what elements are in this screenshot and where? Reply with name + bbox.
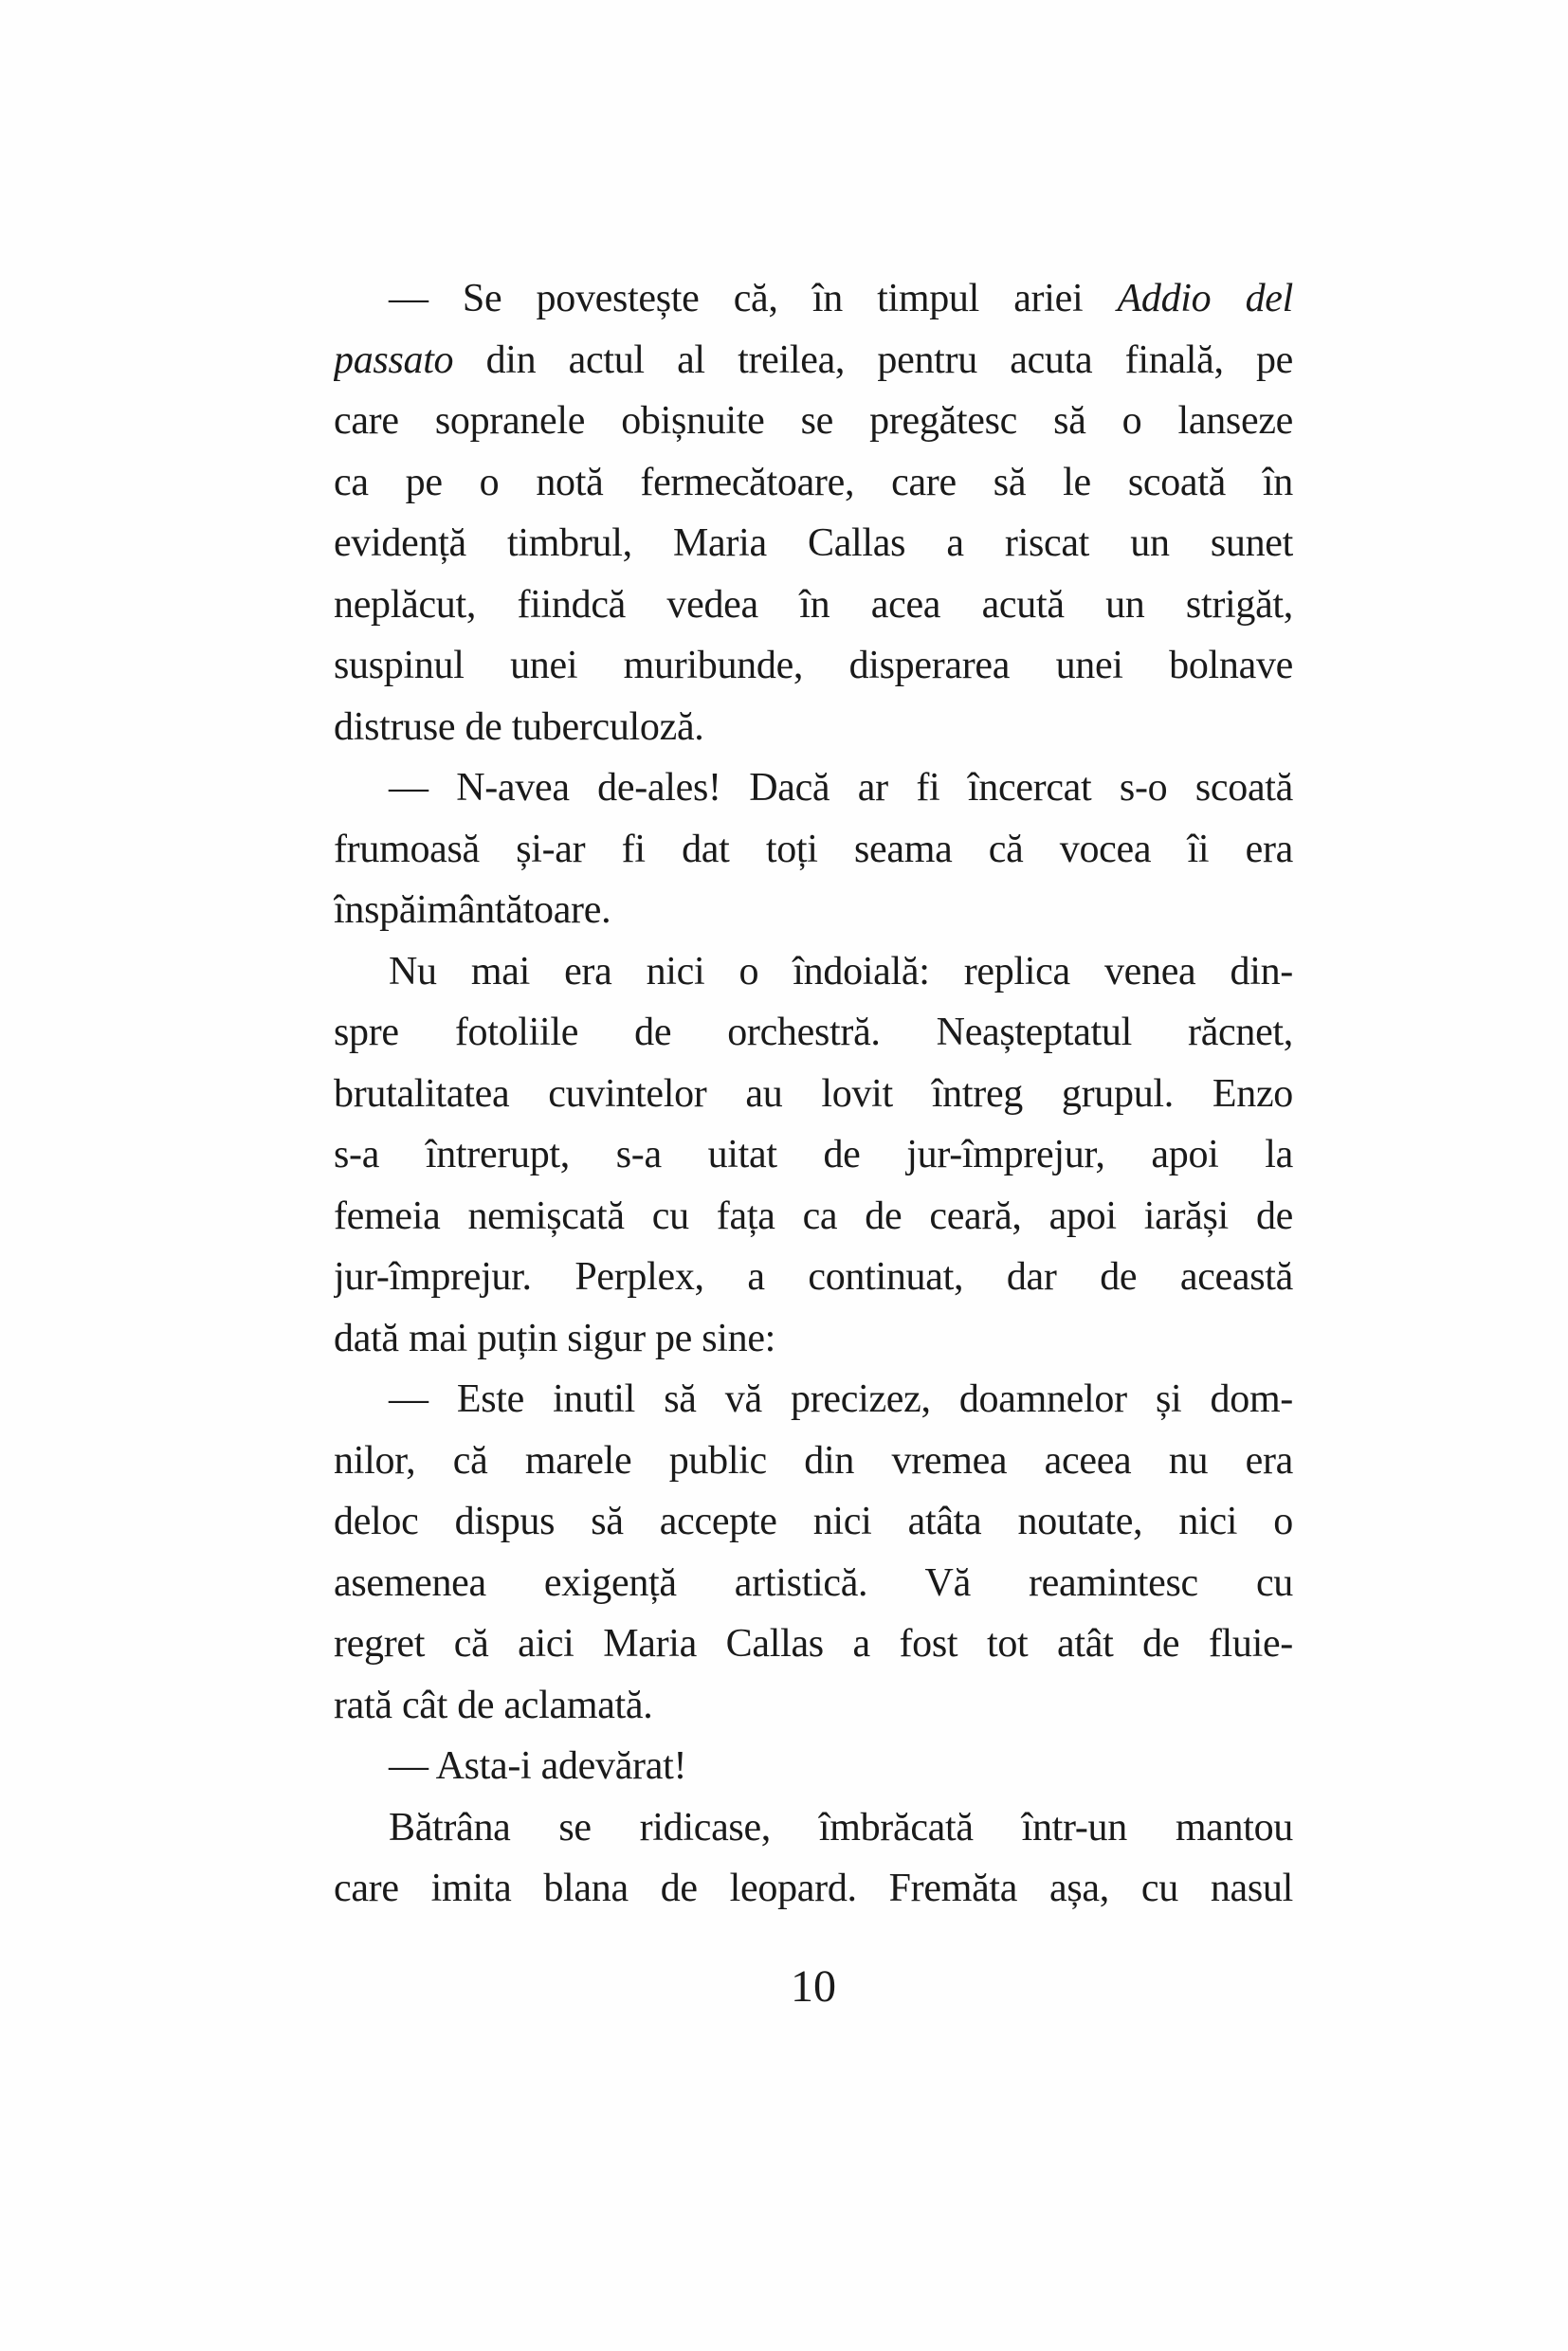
body-text: asemenea exigență artistică. Vă reamintesc cu [334, 1560, 1293, 1605]
text-line [334, 1124, 1293, 1186]
text-line [334, 330, 1293, 392]
text-line [334, 941, 1293, 1003]
text-line [334, 819, 1293, 881]
body-text: regret că aici Maria Callas a fost tot atât de fluie- [334, 1622, 1293, 1666]
body-text: — Asta-i adevărat! [389, 1744, 687, 1788]
text-line [334, 1064, 1293, 1125]
body-text: jur-împrejur. Perplex, a continuat, dar de această [334, 1255, 1293, 1299]
body-text: Nu mai era nici o îndoială: replica venea din- [389, 949, 1293, 993]
text-line [334, 1553, 1293, 1614]
text-line [334, 1613, 1293, 1675]
text-line [334, 1797, 1293, 1859]
text-line [334, 1308, 1293, 1370]
text-line [334, 1431, 1293, 1492]
text-line [334, 1491, 1293, 1553]
body-text: deloc dispus să accepte nici atâta noutate, nici o [334, 1500, 1293, 1543]
body-text: — Este inutil să vă precizez, doamnelor și dom- [389, 1377, 1293, 1421]
text-line [334, 452, 1293, 514]
body-text: înspăimântătoare. [334, 888, 611, 932]
body-text: neplăcut, fiindcă vedea în acea acută un strigăt, [334, 582, 1293, 627]
body-text: Bătrâna se ridicase, îmbrăcată într-un mantou [389, 1805, 1293, 1850]
body-text: — Se povestește că, în timpul ariei [389, 277, 1118, 320]
body-text: din actul al treilea, pentru acuta finală, pe [453, 337, 1293, 382]
text-line [334, 1002, 1293, 1064]
text-line [334, 697, 1293, 758]
body-text: care imita blana de leopard. Fremăta așa, cu nasul [334, 1867, 1293, 1910]
italic-text: passato [334, 337, 454, 382]
text-line [334, 1186, 1293, 1248]
body-text: — N-avea de-ales! Dacă ar fi încercat s-o scoată [389, 766, 1293, 810]
body-text: brutalitatea cuvintelor au lovit întreg grupul. Enzo [334, 1071, 1293, 1116]
italic-text: Addio del [1117, 277, 1293, 320]
body-text: distruse de tuberculoză. [334, 704, 704, 749]
body-text: suspinul unei muribunde, disperarea unei bolnave [334, 644, 1293, 687]
page-number: 10 [791, 1961, 836, 2012]
body-text: spre fotoliile de orchestră. Neașteptatul răcnet, [334, 1011, 1293, 1054]
body-text: dată mai puțin sigur pe sine: [334, 1316, 776, 1360]
text-line [334, 1858, 1293, 1920]
body-text: evidență timbrul, Maria Callas a riscat un sunet [334, 521, 1293, 565]
page-text [334, 268, 1293, 1920]
text-line [334, 1736, 1293, 1797]
text-line [334, 574, 1293, 636]
body-text: ca pe o notă fermecătoare, care să le scoată în [334, 460, 1293, 504]
text-line [334, 513, 1293, 574]
text-line [334, 635, 1293, 697]
text-line [334, 1675, 1293, 1737]
text-line [334, 391, 1293, 452]
body-text: care sopranele obișnuite se pregătesc să o lanseze [334, 399, 1293, 443]
body-text: femeia nemișcată cu fața ca de ceară, apoi iarăși de [334, 1194, 1293, 1238]
text-line [334, 880, 1293, 941]
body-text: frumoasă și-ar fi dat toți seama că vocea îi era [334, 827, 1293, 871]
text-line [334, 757, 1293, 819]
body-text: rată cât de aclamată. [334, 1683, 653, 1727]
body-text: s-a întrerupt, s-a uitat de jur-împrejur, apoi la [334, 1133, 1293, 1176]
text-line [334, 1247, 1293, 1308]
text-line [334, 268, 1293, 330]
text-line [334, 1369, 1293, 1431]
body-text: nilor, că marele public din vremea aceea nu era [334, 1438, 1293, 1483]
